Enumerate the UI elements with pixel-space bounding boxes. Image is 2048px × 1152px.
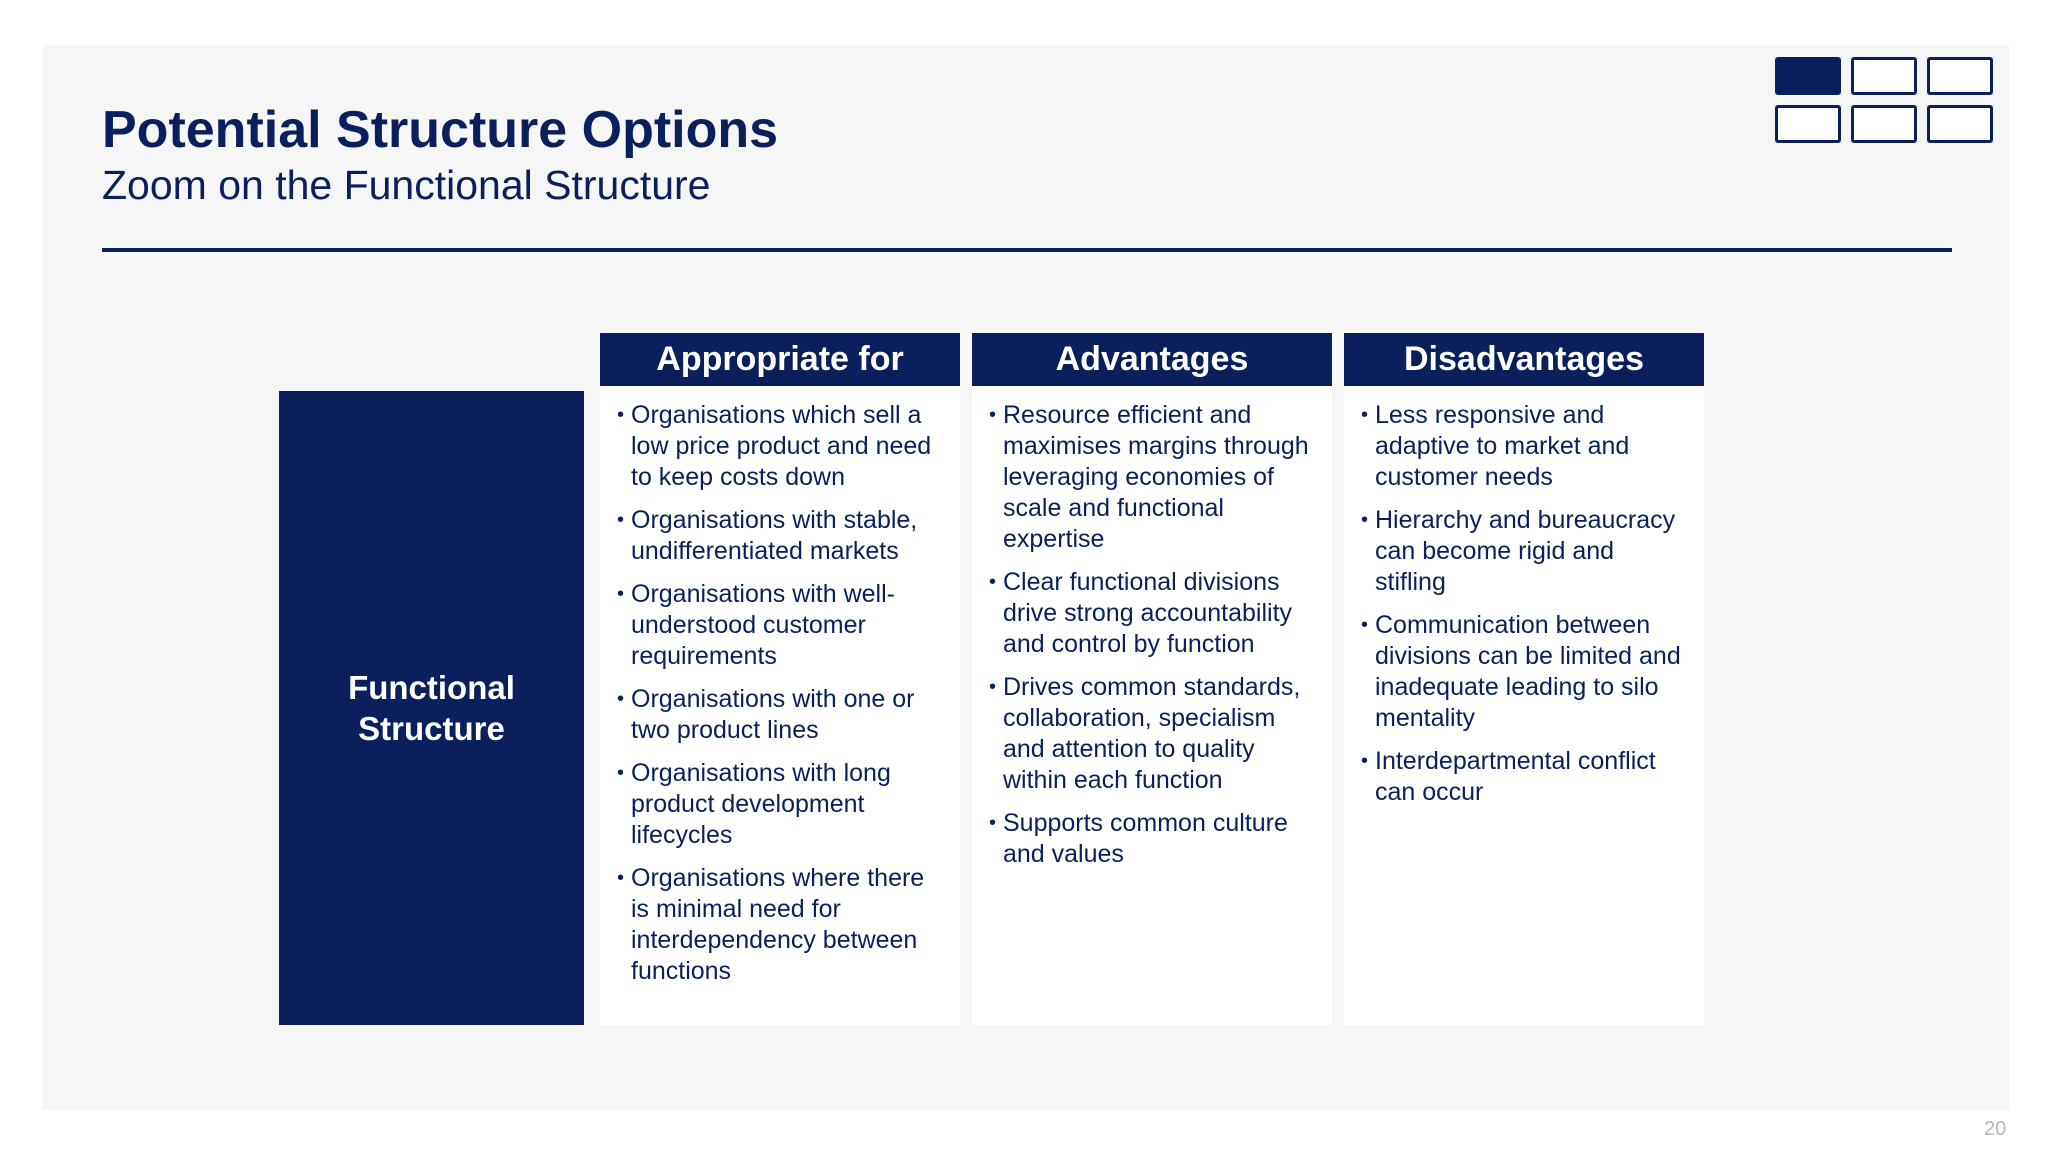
list-item: • Organisations with well-understood customer requirements: [617, 579, 946, 672]
page-number: 20: [1984, 1118, 2007, 1140]
page-title: Potential Structure Options: [102, 101, 779, 159]
column-header: Advantages: [972, 333, 1332, 386]
list-item: • Resource efficient and maximises margins through leveraging economies of scale and functional expertise: [989, 400, 1318, 555]
bullet-list: [600, 386, 960, 987]
column-header: Disadvantages: [1344, 333, 1704, 386]
list-item: • Less responsive and adaptive to market and customer needs: [1361, 400, 1690, 493]
nav-cell-1[interactable]: [1775, 57, 1841, 95]
column-disadvantages: [1344, 333, 1704, 1025]
list-item: • Supports common culture and values: [989, 808, 1318, 870]
nav-cell-5[interactable]: [1851, 105, 1917, 143]
list-item: • Organisations which sell a low price product and need to keep costs down: [617, 400, 946, 493]
list-item: • Organisations with stable, undifferentiated markets: [617, 505, 946, 567]
nav-cell-6[interactable]: [1927, 105, 1993, 143]
list-item: • Interdepartmental conflict can occur: [1361, 746, 1690, 808]
list-item: • Organisations where there is minimal need for interdependency between functions: [617, 863, 946, 987]
section-navigator: [1775, 57, 1993, 143]
list-item: • Drives common standards, collaboration, specialism and attention to quality within each function: [989, 672, 1318, 796]
list-item: • Clear functional divisions drive strong accountability and control by function: [989, 567, 1318, 660]
nav-cell-4[interactable]: [1775, 105, 1841, 143]
bullet-list: [972, 386, 1332, 870]
structure-label: Functional Structure: [279, 391, 584, 1025]
page-subtitle: Zoom on the Functional Structure: [102, 162, 711, 208]
column-advantages: [972, 333, 1332, 1025]
list-item: • Hierarchy and bureaucracy can become rigid and stifling: [1361, 505, 1690, 598]
list-item: • Organisations with long product development lifecycles: [617, 758, 946, 851]
nav-cell-2[interactable]: [1851, 57, 1917, 95]
title-divider: [102, 248, 1952, 252]
bullet-list: [1344, 386, 1704, 808]
column-appropriate-for: [600, 333, 960, 1025]
list-item: • Communication between divisions can be limited and inadequate leading to silo mentality: [1361, 610, 1690, 734]
nav-cell-3[interactable]: [1927, 57, 1993, 95]
column-header: Appropriate for: [600, 333, 960, 386]
list-item: • Organisations with one or two product lines: [617, 684, 946, 746]
